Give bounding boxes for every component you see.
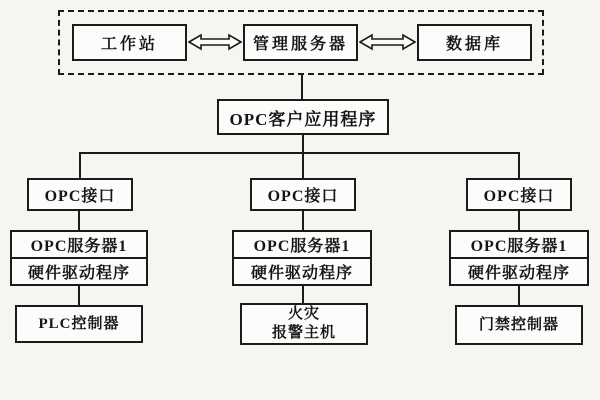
access-controller-node (455, 305, 583, 345)
database-node (417, 24, 532, 61)
connector-driver-to-device-left (78, 286, 80, 305)
connector-bus-to-interface-left (79, 152, 81, 178)
double-arrow-icon (188, 33, 242, 51)
opc-client-app-node (217, 99, 389, 135)
opc-interface-label: OPC接口 (44, 188, 116, 205)
connector-interface-to-server-center (302, 211, 304, 230)
fire-alarm-label-line2: 报警主机 (271, 325, 336, 341)
access-controller-label: 门禁控制器 (478, 316, 559, 333)
workstation-node (72, 24, 187, 61)
opc-server-driver-node-right (449, 230, 589, 286)
connector-group-to-client (301, 75, 303, 99)
opc-server-label: OPC服务器1 (12, 232, 146, 259)
opc-server-label: OPC服务器1 (234, 232, 370, 259)
hardware-driver-label: 硬件驱动程序 (27, 265, 130, 282)
opc-client-app-label: OPC客户应用程序 (229, 109, 377, 129)
double-arrow-icon (359, 33, 416, 51)
opc-server-driver-node-center (232, 230, 372, 286)
connector-interface-to-server-right (518, 211, 520, 230)
connector-bus-to-interface-right (518, 152, 520, 178)
database-label: 数据库 (445, 36, 503, 53)
opc-interface-node-right (466, 178, 572, 211)
connector-client-to-bus (302, 135, 304, 153)
opc-server-label: OPC服务器1 (451, 232, 587, 259)
workstation-label: 工作站 (100, 36, 158, 53)
connector-driver-to-device-right (518, 286, 520, 305)
opc-interface-label: OPC接口 (267, 188, 339, 205)
opc-interface-node-center (250, 178, 356, 211)
fire-alarm-host-node (240, 303, 368, 345)
plc-controller-label: PLC控制器 (38, 315, 120, 332)
opc-server-driver-node-left (10, 230, 148, 286)
opc-interface-label: OPC接口 (483, 188, 555, 205)
fire-alarm-label-line1: 火灾 (287, 306, 320, 322)
hardware-driver-label: 硬件驱动程序 (250, 265, 353, 282)
plc-controller-node (15, 305, 143, 343)
horizontal-bus-line (79, 152, 520, 154)
management-server-node (243, 24, 358, 61)
connector-driver-to-device-center (302, 284, 304, 303)
opc-interface-node-left (27, 178, 133, 211)
management-server-label: 管理服务器 (252, 36, 348, 53)
connector-bus-to-interface-center (302, 152, 304, 178)
hardware-driver-label: 硬件驱动程序 (467, 265, 570, 282)
connector-interface-to-server-left (78, 211, 80, 230)
